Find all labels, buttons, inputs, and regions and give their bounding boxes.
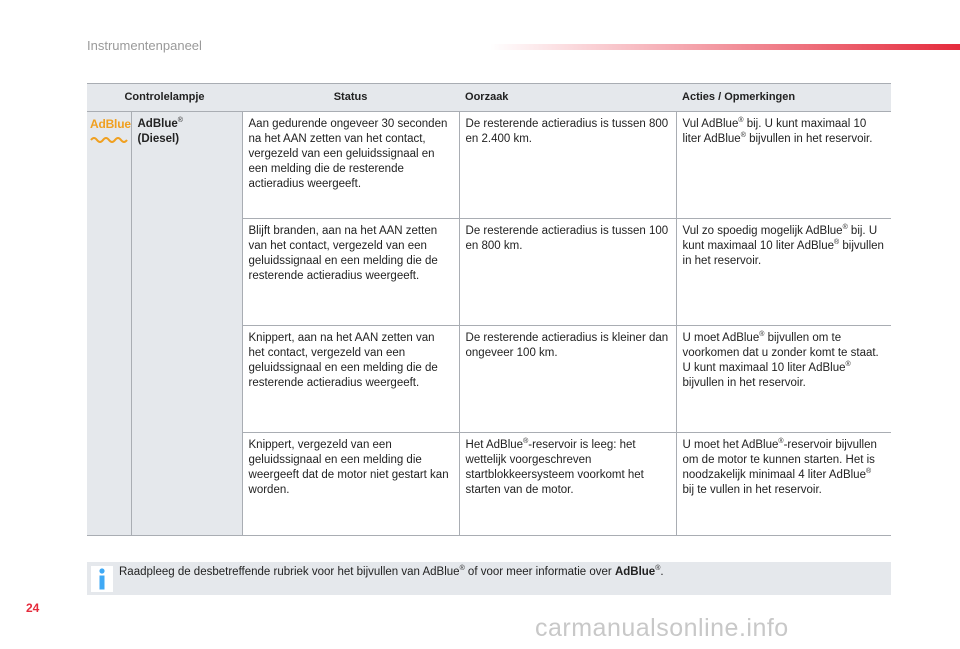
adblue-warning-icon: AdBlue: [90, 119, 131, 143]
cause-cell: De resterende actieradius is tussen 100 en 800 km.: [459, 219, 676, 326]
lamp-icon-cell: [87, 112, 131, 536]
lamp-name-cell: [131, 112, 242, 536]
column-header-lamp: Controlelampje: [87, 84, 242, 112]
column-header-actions: Acties / Opmerkingen: [676, 84, 891, 112]
cause-cell: De resterende actieradius is tussen 800 en 2.400 km.: [459, 112, 676, 219]
status-cell: Blijft branden, aan na het AAN zetten van het contact, vergezeld van een geluidssignaal en een melding die de resterende actieradius weergeeft.: [242, 219, 459, 326]
column-header-status: Status: [242, 84, 459, 112]
action-cell: U moet AdBlue® bijvullen om te voorkomen dat u zonder komt te staat. U kunt maximaal 10 liter AdBlue® bijvullen in het reservoir.: [676, 326, 891, 433]
watermark: carmanualsonline.info: [535, 614, 789, 642]
header-accent-bar: [490, 44, 960, 50]
info-text: Raadpleeg de desbetreffende rubriek voor het bijvullen van AdBlue® of voor meer informatie over AdBlue®.: [119, 565, 664, 578]
registered-mark: ®: [177, 117, 183, 125]
action-cell: U moet het AdBlue®-reservoir bijvullen om de motor te kunnen starten. Het is noodzakelijk minimaal 4 liter AdBlue® bij te vullen in het reservoir.: [676, 433, 891, 536]
table-row: [87, 112, 891, 219]
action-cell: Vul zo spoedig mogelijk AdBlue® bij. U kunt maximaal 10 liter AdBlue® bijvullen in het reservoir.: [676, 219, 891, 326]
lamp-fuel-type: (Diesel): [137, 133, 180, 145]
cause-cell: De resterende actieradius is kleiner dan ongeveer 100 km.: [459, 326, 676, 433]
status-cell: Aan gedurende ongeveer 30 seconden na het AAN zetten van het contact, vergezeld van een geluidssignaal en een melding die de resterende actieradius weergeeft.: [242, 112, 459, 219]
page-number: 24: [26, 601, 40, 615]
action-cell: Vul AdBlue® bij. U kunt maximaal 10 liter AdBlue® bijvullen in het reservoir.: [676, 112, 891, 219]
adblue-wave-icon: [90, 135, 128, 143]
status-cell: Knippert, aan na het AAN zetten van het contact, vergezeld van een geluidssignaal en een melding die de resterende actieradius weergeeft.: [242, 326, 459, 433]
column-header-cause: Oorzaak: [459, 84, 676, 112]
info-note: [87, 562, 891, 595]
info-icon: [91, 566, 113, 592]
warning-lamp-table: [87, 83, 891, 536]
lamp-name: AdBlue: [137, 118, 178, 130]
cause-cell: Het AdBlue®-reservoir is leeg: het wettelijk voorgeschreven startblokkeersysteem voorkomt het starten van de motor.: [459, 433, 676, 536]
status-cell: Knippert, vergezeld van een geluidssignaal en een melding die weergeeft dat de motor niet gestart kan worden.: [242, 433, 459, 536]
table-header-row: [87, 84, 891, 112]
page-section-title: Instrumentenpaneel: [87, 38, 202, 53]
